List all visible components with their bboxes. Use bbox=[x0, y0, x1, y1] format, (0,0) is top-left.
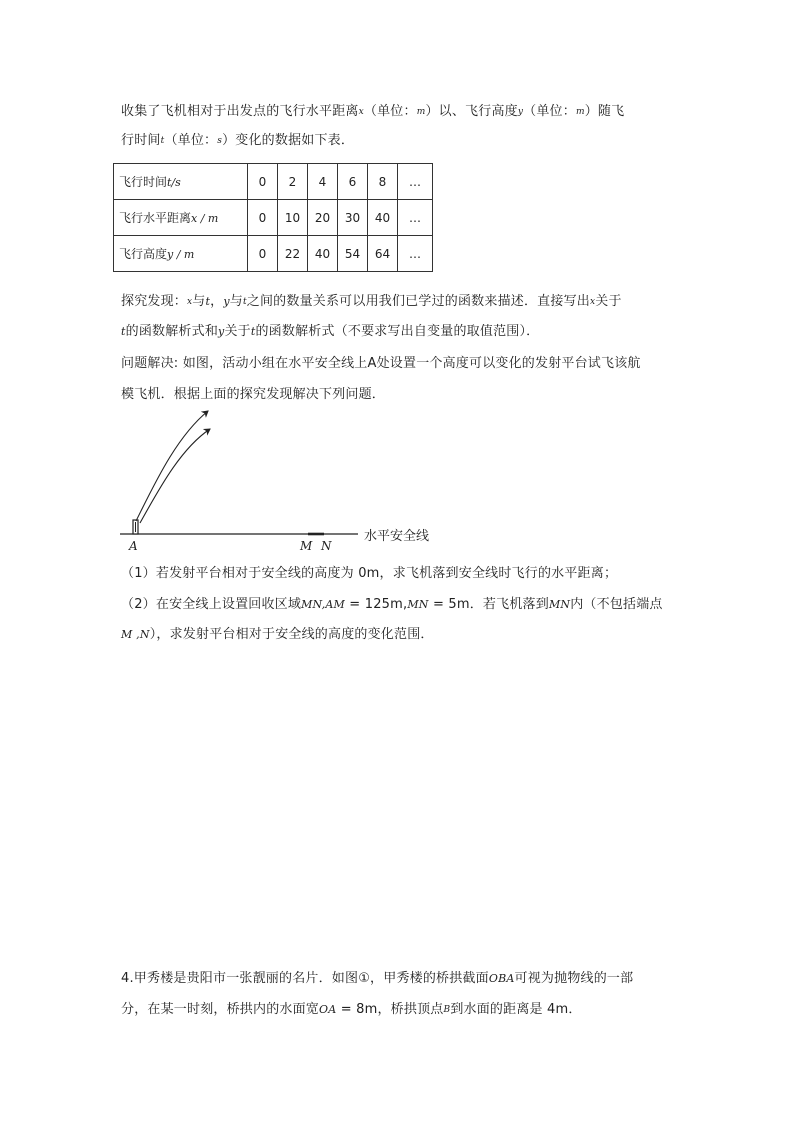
math-var: MN bbox=[407, 598, 429, 611]
text-segment: 行时间 bbox=[121, 133, 161, 148]
text-segment: ）随飞 bbox=[584, 104, 625, 119]
row-header-distance bbox=[114, 200, 248, 236]
table-cell: … bbox=[398, 164, 433, 200]
text-segment: ， bbox=[210, 294, 224, 309]
text-segment: 可视为抛物线的一部 bbox=[514, 971, 634, 986]
problem4-line-1 bbox=[121, 971, 633, 987]
text-segment: 之间的数量关系可以用我们已学过的函数来描述．直接写出 bbox=[246, 294, 590, 309]
label-n: N bbox=[321, 539, 332, 553]
text-segment: ）变化的数据如下表． bbox=[222, 133, 355, 148]
text-segment: 内（不包括端点 bbox=[570, 597, 663, 612]
text-segment: 关于 bbox=[595, 294, 622, 309]
var-t: t bbox=[160, 136, 165, 146]
problem-line-1: 问题解决: 如图，活动小组在水平安全线上A处设置一个高度可以变化的发射平台试飞该航 bbox=[121, 356, 641, 371]
math-var: OBA bbox=[488, 972, 515, 985]
label-a: A bbox=[129, 539, 138, 553]
flight-diagram bbox=[118, 405, 458, 555]
text-segment: 到水面的距离是 4m． bbox=[450, 1002, 582, 1017]
text-segment: 4.甲秀楼是贵阳市一张靓丽的名片．如图①，甲秀楼的桥拱截面 bbox=[121, 971, 489, 986]
table-cell: 20 bbox=[308, 200, 338, 236]
var-y: y bbox=[517, 107, 524, 117]
row-label: 飞行时间 bbox=[119, 175, 168, 189]
unit-m: m bbox=[575, 107, 585, 117]
explore-line-2 bbox=[121, 324, 539, 340]
var-x: x bbox=[187, 297, 193, 307]
table-cell: 22 bbox=[278, 236, 308, 272]
math-var: M bbox=[121, 628, 133, 641]
table-cell: 10 bbox=[278, 200, 308, 236]
table-cell: 6 bbox=[338, 164, 368, 200]
label-m: M bbox=[300, 539, 313, 553]
text-segment: ），求发射平台相对于安全线的高度的变化范围． bbox=[149, 627, 434, 642]
row-header-height bbox=[114, 236, 248, 272]
row-label: 飞行高度 bbox=[119, 247, 168, 261]
var-y: y bbox=[223, 295, 230, 308]
table-cell: 30 bbox=[338, 200, 368, 236]
table-cell: 0 bbox=[248, 236, 278, 272]
math-var: OA bbox=[319, 1003, 337, 1016]
table-cell: 2 bbox=[278, 164, 308, 200]
table-cell: 0 bbox=[248, 164, 278, 200]
row-header-time bbox=[114, 164, 248, 200]
row-label: 飞行水平距离 bbox=[119, 211, 192, 225]
explore-line-1 bbox=[121, 294, 622, 310]
text-segment: 分，在某一时刻，桥拱内的水面宽 bbox=[121, 1002, 320, 1017]
text-segment: ）以、飞行高度 bbox=[425, 104, 518, 119]
var-t: t bbox=[205, 295, 211, 308]
table-cell: 40 bbox=[308, 236, 338, 272]
text-segment: = 5m．若飞机落到 bbox=[428, 597, 549, 612]
intro-line-1 bbox=[121, 104, 624, 120]
table-cell: … bbox=[398, 236, 433, 272]
question-1: （1）若发射平台相对于安全线的高度为 0m，求飞机落到安全线时飞行的水平距离； bbox=[121, 566, 618, 581]
text-segment: 收集了飞机相对于出发点的飞行水平距离 bbox=[121, 104, 359, 119]
row-label-var: y / m bbox=[167, 248, 195, 261]
table-row-height bbox=[114, 236, 433, 272]
table-row-distance bbox=[114, 200, 433, 236]
math-var: N bbox=[139, 628, 150, 641]
question-2-line-1 bbox=[121, 597, 663, 613]
text-segment: 的函数解析式和 bbox=[125, 324, 219, 339]
var-t: t bbox=[250, 325, 256, 338]
var-t: t bbox=[242, 297, 247, 307]
text-segment: 的函数解析式（不要求写出自变量的取值范围）． bbox=[255, 324, 540, 339]
flight-data-table bbox=[113, 163, 433, 272]
text-segment: 与 bbox=[229, 294, 243, 309]
math-var: B bbox=[443, 1005, 451, 1015]
text-segment: （2）在安全线上设置回收区域 bbox=[121, 597, 302, 612]
table-cell: 8 bbox=[368, 164, 398, 200]
text-segment: 关于 bbox=[224, 324, 251, 339]
table-row-time bbox=[114, 164, 433, 200]
table-cell: … bbox=[398, 200, 433, 236]
table-cell: 4 bbox=[308, 164, 338, 200]
text-segment: = 125m, bbox=[344, 597, 408, 612]
table-cell: 64 bbox=[368, 236, 398, 272]
math-var: MN bbox=[548, 598, 571, 611]
text-segment: （单位： bbox=[363, 104, 417, 119]
var-y: y bbox=[218, 325, 225, 338]
unit-s: s bbox=[217, 136, 223, 146]
var-x: x bbox=[589, 297, 596, 307]
intro-line-2 bbox=[121, 133, 354, 149]
text-segment: 与 bbox=[192, 294, 206, 309]
text-segment: （单位： bbox=[523, 104, 576, 119]
table-cell: 40 bbox=[368, 200, 398, 236]
problem4-line-2 bbox=[121, 1002, 582, 1018]
table-cell: 0 bbox=[248, 200, 278, 236]
row-label-var: t/s bbox=[167, 176, 181, 189]
flight-path-upper bbox=[136, 411, 208, 521]
table-cell: 54 bbox=[338, 236, 368, 272]
row-label-var: x / m bbox=[191, 212, 219, 225]
math-var: , bbox=[132, 628, 140, 641]
text-segment: = 8m，桥拱顶点 bbox=[336, 1002, 444, 1017]
unit-m: m bbox=[416, 107, 426, 117]
flight-path-lower bbox=[140, 429, 210, 523]
math-var: MN,AM bbox=[301, 598, 345, 611]
label-safety-line: 水平安全线 bbox=[364, 529, 430, 544]
var-x: x bbox=[358, 107, 364, 117]
text-segment: （单位： bbox=[164, 133, 218, 148]
text-segment: 探究发现： bbox=[121, 294, 188, 309]
problem-line-2: 模飞机．根据上面的探究发现解决下列问题． bbox=[121, 387, 386, 402]
question-2-line-2 bbox=[121, 627, 434, 643]
var-t: t bbox=[121, 325, 126, 338]
